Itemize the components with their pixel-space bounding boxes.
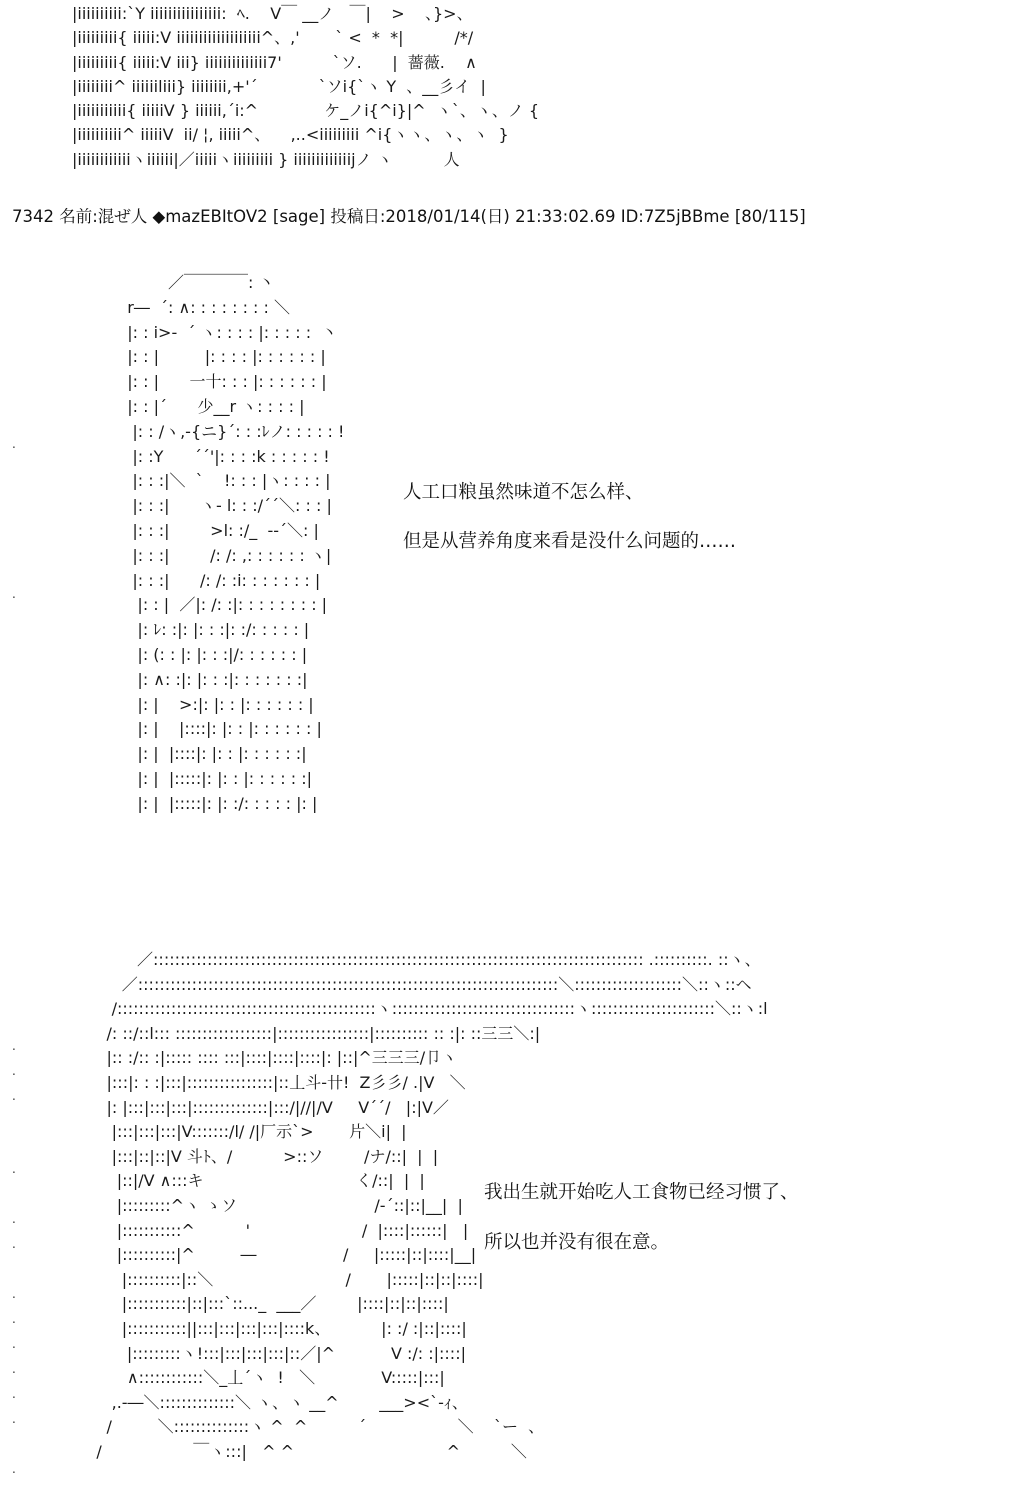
dialogue-line-4: 所以也并没有很在意。 bbox=[484, 1232, 670, 1253]
margin-dot: . bbox=[12, 1412, 16, 1426]
margin-dot: . bbox=[12, 437, 16, 451]
margin-dot: . bbox=[12, 1287, 16, 1301]
margin-dot: . bbox=[12, 1237, 16, 1251]
ascii-art-character-second: ／::::::::::::::::::::::::::::::::::::::::::::::::::::::::::::::::::::::::::::::::::::::::::: .::::::::::. ::ヽ、 ／::::::::::::::::::::::::::::::::::::::::::::::::::::::::::::::::::::::::::::::＼::::::::::::::::::::＼::ヽ::ヘ /::::::::::::::::::::::::::::::::::::::::::::::::ヽ::::::::::::::::::::::::::::::::::ヽ:::::::::::::::::::::::＼::ヽ:l /: ::/::l::: ::::::::::::::::::|:::::::::::::::::|:::::::::: :: :|: ::三三＼:| |:: :/:: :|::::: :::: :::|::::|::::|::::|: |::|^三三三/卩ヽ |:::|: : :|:::|::::::::::::::::|::丄斗‐卄! Z彡彡/ .|V ＼ |: |:::|:::|:::|::::::::::::::|:::/|//|/V V´´/ |:|V／ |:::|:::|:::|V:::::::/l/ /|厂示`> 片＼i| | |:::|::|::|V 斗ﾄ、/ >::ソ /ナ/::| | | |::|/V ∧:::キ く/::| | | |:::::::::^ヽ ゝソ /‐´::|::|__| | |:::::::::::^ ' / |::::|::::::| | |::::::::::|^ ― / |:::::|::|::::|__| |::::::::::|::＼ / |:::::|::|::|::::| |:::::::::::|::|:::`::..._ ___／ |::::|::|::|::::| |:::::::::::||:::|:::|:::|:::|::::k、 |: :/ :|::|::::| |:::::::::ヽ!:::|:::|:::|:::|::／|^ V :/: :|::::| ∧::::::::::::＼_丄´ヽ ! ＼ V:::::|:::| ,.-―＼::::::::::::::＼ ヽ、ヽ __^ ___><`‐ｨ、 / ＼::::::::::::::ヽ ^ ^ ´ ＼ `ー 、 / ￣ヽ:::| ^ ^ ^ ＼ bbox=[96, 950, 768, 1461]
margin-dot: . bbox=[12, 1089, 16, 1103]
post-header: 7342 名前:混ぜ人 ◆mazEBItOV2 [sage] 投稿日:2018/01/14(日) 21:33:02.69 ID:7Z5jBBme [80/115] bbox=[12, 207, 806, 226]
dialogue-line-2: 但是从营养角度来看是没什么问题的…… bbox=[403, 531, 737, 552]
dialogue-line-1: 人工口粮虽然味道不怎么样、 bbox=[403, 482, 644, 503]
margin-dot: . bbox=[12, 1462, 16, 1476]
margin-dot: . bbox=[12, 1337, 16, 1351]
margin-dot: . bbox=[12, 1387, 16, 1401]
margin-dot: . bbox=[12, 1362, 16, 1376]
margin-dot: . bbox=[12, 587, 16, 601]
dialogue-line-3: 我出生就开始吃人工食物已经习惯了、 bbox=[484, 1182, 799, 1203]
ascii-art-top: |iiiiiiiiii:`Y iiiiiiiiiiiiiiii: ﾍ. V￣ __ノ ￣| > 、}>、 |iiiiiiiii{ iiiii:V iiiiiiiiiiiiiiiiiii^、,' ` < * *| /*/ |iiiiiiiii{ iiiii:V iii} iiiiiiiiiiiiii7' `ソ. | 薔薇. ∧ |iiiiiiii^ iiiiiiliii} iiiiiiii,+'´ `ソi{`ヽ Y 、__彡イ | |iiiiiiiiiii{ iiiiiV } iiiiii,´i:^ ケ_ノi{^i}|^ ヽ`、ヽ、ノ { |iiiiiiiiii^ iiiiiV ii/ ¦, iiiii^、 ,..<iiiiiiiii ^i{ヽヽ、ヽ、ヽ } |iiiiiiiiiiiiヽiiiiii|／iiiiiヽiiiiiiiii } iiiiiiiiiiiiijノ ヽ 人 bbox=[72, 4, 540, 169]
margin-dot: . bbox=[12, 1312, 16, 1326]
margin-dot: . bbox=[12, 1212, 16, 1226]
margin-dot: . bbox=[12, 1039, 16, 1053]
ascii-art-character-first: ／￣￣￣￣: 丶 r― ´: ∧: : : : : : : : ＼ |: : i>- ´ ヽ: : : : |: : : : : 丶 |: : | |: : : : |: : : : : : | |: : | 一十: : : |: : : : : : | |: : |´ 少__r ヽ: : : : | |: : /ヽ,-{ニ}´: : :ﾚノ: : : : : ! |: :Y ´´'|: : : :k : : : : : ! |: : :|＼ ` !: : : |ヽ: : : : | |: : :| ヽ- l: : :/´´＼: : : | |: : :| >l: :/_ -‐´＼: | |: : :| /: /: ,: : : : : : ヽ| |: : :| /: /: :i: : : : : : : | |: : | ／|: /: :|: : : : : : : : | |: ﾚ: :|: |: : :|: :/: : : : : | |: (: : |: |: : :|/: : : : : : | |: ∧: :|: |: : :|: : : : : : :| |: | >:|: |: : |: : : : : : | |: | |::::|: |: : |: : : : : : | |: | |::::|: |: : |: : : : : :| |: | |:::::|: |: : |: : : : : :| |: | |:::::|: |: :/: : : : : |: | bbox=[127, 273, 345, 813]
margin-dot: . bbox=[12, 1064, 16, 1078]
margin-dot: . bbox=[12, 1162, 16, 1176]
